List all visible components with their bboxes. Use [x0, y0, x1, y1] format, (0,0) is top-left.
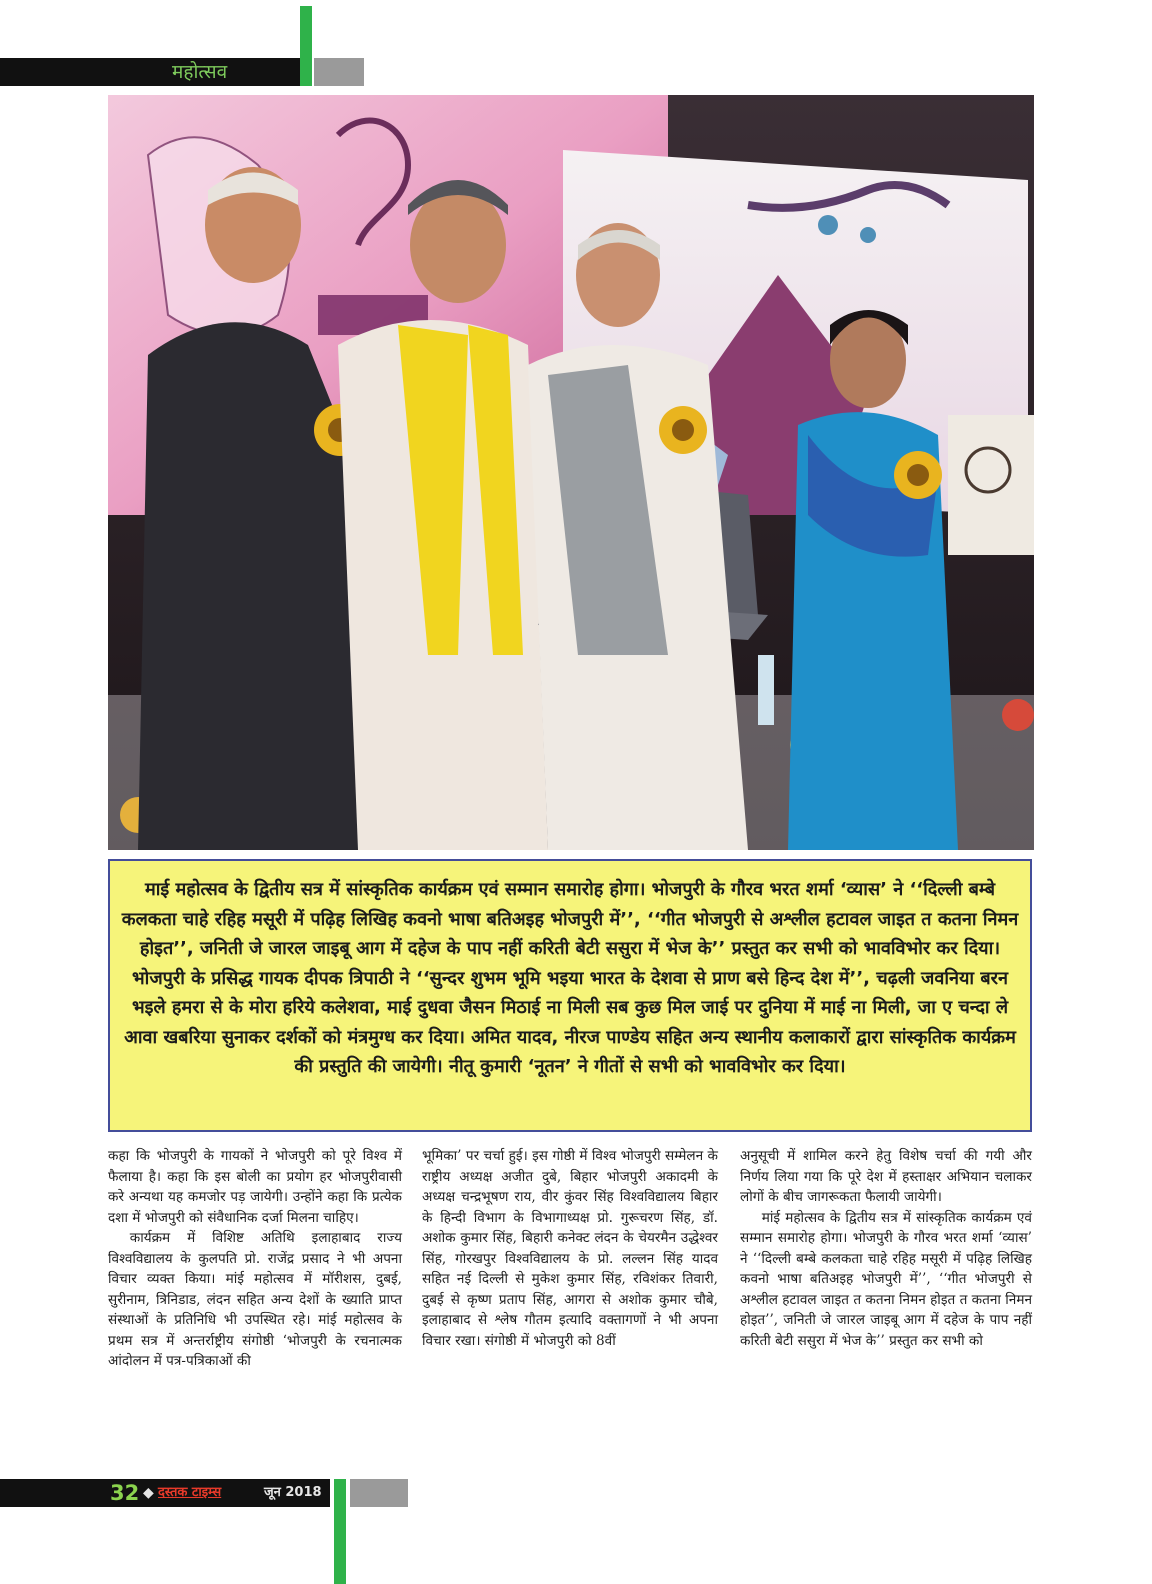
page-number: 32	[110, 1481, 140, 1505]
header-bar	[0, 58, 300, 86]
column-3-paragraph-1: अनुसूची में शामिल करने हेतु विशेष चर्चा की गयी और निर्णय लिया गया कि पूरे देश में हस्ताक्षर अभियान चलाकर लोगों के बीच जागरूकता फैलायी जायेगी।	[740, 1148, 1032, 1205]
issue-date: जून 2018	[264, 1485, 322, 1500]
article-column-2	[422, 1146, 718, 1351]
article-column-3	[740, 1146, 1032, 1351]
footer-accent-stripe	[334, 1479, 346, 1584]
event-photo	[108, 95, 1034, 850]
photo-illustration	[108, 95, 1034, 850]
column-2-paragraph-1: भूमिका’ पर चर्चा हुई। इस गोष्ठी में विश्व भोजपुरी सम्मेलन के राष्ट्रीय अध्यक्ष अजीत दुबे, बिहार भोजपुरी अकादमी के अध्यक्ष चन्द्रभूषण राय, वीर कुंवर सिंह विश्वविद्यालय बिहार के हिन्दी विभाग के विभागाध्यक्ष प्रो. गुरूचरण सिंह, डॉ. अशोक कुमार सिंह, बिहारी कनेक्ट लंदन के चेयरमैन उद्धेश्वर सिंह, गोरखपुर विश्वविद्यालय के प्रो. लल्लन सिंह यादव सहित नई दिल्ली से मुकेश कुमार सिंह, रविशंकर तिवारी, दुबई से कृष्ण प्रताप सिंह, आगरा से अशोक कुमार चौबे, इलाहाबाद से श्लेष गौतम इत्यादि वक्तागणों ने भी अपना विचार रखा। संगोष्ठी में भोजपुरी को 8वीं	[422, 1148, 718, 1349]
header-accent-stripe	[300, 6, 312, 86]
column-1-paragraph-2: कार्यक्रम में विशिष्ट अतिथि इलाहाबाद राज्य विश्वविद्यालय के कुलपति प्रो. राजेंद्र प्रसाद ने भी अपना विचार व्यक्त किया। मांई महोत्सव में मॉरीशस, दुबई, सुरीनाम, त्रिनिडाड, लंदन सहित अन्य देशों के ख्याति प्राप्त संस्थाओं के प्रतिनिधि भी उपस्थित रहे। मांई महोत्सव के प्रथम सत्र में अन्तर्राष्ट्रीय संगोष्ठी ‘भोजपुरी के रचनात्मक आंदोलन में पत्र-पत्रिकाओं की	[108, 1230, 402, 1369]
column-1-paragraph-1: कहा कि भोजपुरी के गायकों ने भोजपुरी को पूरे विश्व में फैलाया है। कहा कि इस बोली का प्रयोग हर भोजपुरीवासी करे अन्यथा यह कमजोर पड़ जायेगी। उन्होंने कहा कि प्रत्येक दशा में भोजपुरी को संवैधानिक दर्जा मिलना चाहिए।	[108, 1148, 402, 1226]
section-title: महोत्सव	[172, 61, 228, 83]
column-3-paragraph-2: मांई महोत्सव के द्वितीय सत्र में सांस्कृतिक कार्यक्रम एवं सम्मान समारोह होगा। भोजपुरी के गौरव भरत शर्मा ‘व्यास’ ने ‘‘दिल्ली बम्बे कलकता चाहे रहिह मसूरी में पढ़िह लिखिह कवनो भाषा बतिअइह भोजपुरी में’’, ‘‘गीत भोजपुरी से अश्लील हटावल जाइत त कतना निमन होइत त कतना निमन होइत’’, जनिती जे जारल जाइबू आग में दहेज के पाप नहीं करिती बेटी ससुरा में भेज के’’ प्रस्तुत कर सभी को	[740, 1209, 1032, 1349]
header-grey-block	[314, 58, 364, 86]
magazine-name: दस्तक टाइम्स	[158, 1485, 222, 1500]
footer-grey-block	[350, 1479, 408, 1507]
article-column-1	[108, 1146, 402, 1372]
footer-bullet-icon: ◆	[143, 1485, 154, 1501]
photo-caption: माई महोत्सव के द्वितीय सत्र में सांस्कृतिक कार्यक्रम एवं सम्मान समारोह होगा। भोजपुरी के गौरव भरत शर्मा ‘व्यास’ ने ‘‘दिल्ली बम्बे कलकता चाहे रहिह मसूरी में पढ़िह लिखिह कवनो भाषा बतिअइह भोजपुरी में’’, ‘‘गीत भोजपुरी से अश्लील हटावल जाइत त कतना निमन होइत’’, जनिती जे जारल जाइबू आग में दहेज के पाप नहीं करिती बेटी ससुरा में भेज के’’ प्रस्तुत कर सभी को भावविभोर कर दिया। भोजपुरी के प्रसिद्ध गायक दीपक त्रिपाठी ने ‘‘सुन्दर शुभम भूमि भइया भारत के देशवा से प्राण बसे हिन्द देश में’’, चढ़ली जवनिया बरन भइले हमरा से के मोरा हरिये कलेशवा, माई दुधवा जैसन मिठाई ना मिली सब कुछ मिल जाई पर दुनिया में माई ना मिली, जा ए चन्दा ले आवा खबरिया सुनाकर दर्शकों को मंत्रमुग्ध कर दिया। अमित यादव, नीरज पाण्डेय सहित अन्य स्थानीय कलाकारों द्वारा सांस्कृतिक कार्यक्रम की प्रस्तुति की जायेगी। नीतू कुमारी ‘नूतन’ ने गीतों से सभी को भावविभोर कर दिया।	[108, 859, 1032, 1132]
